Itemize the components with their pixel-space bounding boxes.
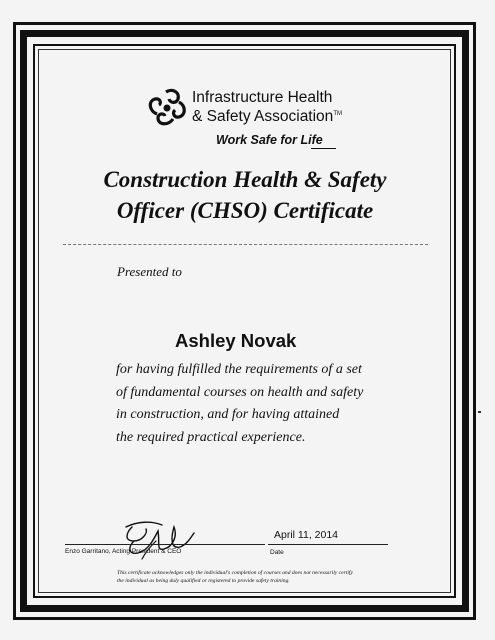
tagline-underline [311,148,336,149]
certificate-title-line1: Construction Health & Safety [103,167,387,192]
disclaimer-text [117,569,397,585]
certificate-title-line2: Officer (CHSO) Certificate [116,198,374,223]
title-divider [63,244,428,245]
organization-name-line2-text: & Safety Association [192,108,334,125]
trademark-mark: TM [333,110,342,117]
scan-speck [478,411,481,413]
organization-name-line2 [192,108,342,126]
signer-name-title: Enzo Garritano, Acting President & CEO [65,548,182,555]
certificate-date: April 11, 2014 [274,529,339,541]
presented-to-label: Presented to [117,264,182,279]
date-line [268,544,388,545]
recipient-name: Ashley Novak [175,330,297,351]
disclaimer-line: This certificate acknowledges only the individual's completion of courses and does not necessarily certify [117,570,353,576]
ihsa-logo-icon [146,88,188,128]
certificate-body [116,359,416,449]
body-line: in construction, and for having attained [116,407,340,422]
body-line: the required practical experience. [116,429,306,445]
signature-line [65,544,265,545]
body-line: of fundamental courses on health and safety [116,384,364,400]
date-label: Date [270,549,284,556]
disclaimer-line: the individual as being duly qualified or registered to provide safety training. [117,578,290,584]
organization-name-line1: Infrastructure Health [192,89,333,106]
organization-tagline: Work Safe for Life [216,133,323,147]
body-line: for having fulfilled the requirements of a set [116,362,362,377]
